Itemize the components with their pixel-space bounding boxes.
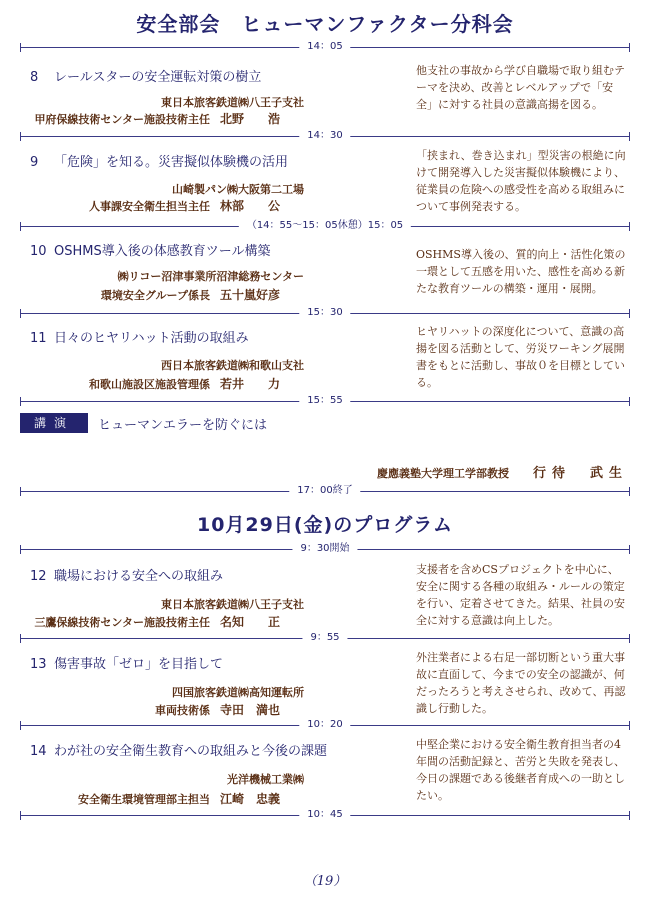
item-organization: 東日本旅客鉄道㈱八王子支社 xyxy=(161,96,304,109)
item-presenter: 和歌山施設区施設管理係 若井 力 xyxy=(89,377,281,391)
time-marker: 14：05 xyxy=(20,40,630,54)
item-presenter: 車両技術係 寺田 満也 xyxy=(155,703,281,717)
item-presenter: 安全衛生環境管理部主担当 江崎 忠義 xyxy=(78,792,281,806)
lecturer: 慶應義塾大学理工学部教授 行待 武生 xyxy=(376,466,628,481)
item-organization: 東日本旅客鉄道㈱八王子支社 xyxy=(161,598,304,611)
item-title: 14 わが社の安全衛生教育への取組みと今後の課題 xyxy=(30,744,328,759)
item-title: 12 職場における安全への取組み xyxy=(30,569,224,584)
time-marker: 15：30 xyxy=(20,306,630,320)
time-marker: （14：55〜15：05休憩）15：05 xyxy=(20,219,630,233)
section-title: 安全部会 ヒューマンファクター分科会 xyxy=(136,12,514,36)
item-presenter: 人事課安全衛生担当主任 林部 公 xyxy=(89,199,281,213)
lecture-tag: 講演 xyxy=(20,413,88,433)
page-number: （19） xyxy=(303,874,347,889)
item-organization: 四国旅客鉄道㈱高知運転所 xyxy=(172,686,304,699)
lecture-title: ヒューマンエラーを防ぐには xyxy=(98,418,268,433)
item-description: OSHMS導入後の、質的向上・活性化策の一環として五感を用いた、感性を高める新たな教育ツールの構築・運用・展開。 xyxy=(416,248,626,295)
item-organization: 山崎製パン㈱大阪第二工場 xyxy=(172,183,304,196)
time-marker: 9：30開始 xyxy=(20,542,630,556)
item-description: 支援者を含めCSプロジェクトを中心に、安全に関する各種の取組み・ルールの策定を行い、定着させてきた。結果、社員の安全に対する意識は向上した。 xyxy=(416,563,625,627)
lecture-row xyxy=(20,413,630,433)
item-description: 外注業者による右足一部切断という重大事故に直面して、今までの安全の認識が、何だったろうと考えさせられ、改めて、再認識し行動した。 xyxy=(416,651,626,715)
item-title: 11 日々のヒヤリハット活動の取組み xyxy=(30,331,249,346)
item-organization: 光洋機械工業㈱ xyxy=(227,773,304,786)
item-title: 13 傷害事故「ゼロ」を目指して xyxy=(30,657,224,672)
item-description: 「挟まれ、巻き込まれ」型災害の根絶に向けて開発導入した災害擬似体験機により、従業員の危険への感受性を高める取組みについて事例発表する。 xyxy=(416,149,626,213)
item-organization: 西日本旅客鉄道㈱和歌山支社 xyxy=(161,359,304,372)
item-title: 9 「危険」を知る。災害擬似体験機の活用 xyxy=(30,155,289,170)
program-title: 10月29日(金)のプログラム xyxy=(196,514,454,536)
item-presenter: 環境安全グループ係長 五十嵐好彦 xyxy=(100,288,281,302)
item-presenter: 三鷹保線技術センター施設技術主任 名知 正 xyxy=(34,615,281,629)
time-marker: 9：55 xyxy=(20,631,630,645)
time-marker: 14：30 xyxy=(20,129,630,143)
item-description: 中堅企業における安全衛生教育担当者の4年間の活動記録と、苦労と失敗を発表し、今日の課題である後継者育成への一助としたい。 xyxy=(416,738,625,802)
item-presenter: 甲府保線技術センター施設技術主任 北野 浩 xyxy=(34,112,281,126)
time-marker: 10：45 xyxy=(20,808,630,822)
time-marker: 10：20 xyxy=(20,718,630,732)
time-marker: 15：55 xyxy=(20,394,630,408)
item-organization: ㈱リコー沼津事業所沼津総務センター xyxy=(117,270,304,283)
item-description: ヒヤリハットの深度化について、意識の高揚を図る活動として、労災ワーキング展開書をもとに活動し、事故０を目標としている。 xyxy=(416,325,625,389)
item-title: 8 レールスターの安全運転対策の樹立 xyxy=(30,70,262,85)
time-marker: 17：00終了 xyxy=(20,484,630,498)
item-title: 10 OSHMS導入後の体感教育ツール構築 xyxy=(30,244,271,259)
item-description: 他支社の事故から学び自職場で取り組むテーマを決め、改善とレベルアップで「安全」に対する社員の意識高揚を図る。 xyxy=(416,64,625,111)
